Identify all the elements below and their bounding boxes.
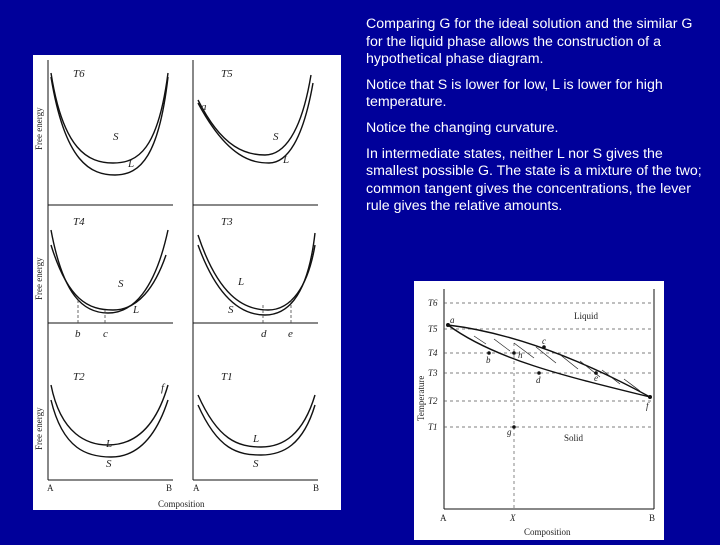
panel-temp-t4: T4 [73,216,85,228]
panel-t5-label-s: S [273,131,279,143]
temp-t2: T2 [428,396,438,406]
x-end-b-right: B [313,483,320,493]
panel-t6-label-s: S [113,131,119,143]
x-end-b-left: B [166,483,173,493]
panel-t4-label-s: S [118,278,124,290]
panel-t4-mark-c: c [103,328,108,340]
temp-t3: T3 [428,368,438,378]
panel-t4-mark-b: b [75,328,81,340]
point-b: b [486,355,491,365]
temp-t1: T1 [428,422,438,432]
phase-diagram-svg [414,281,664,540]
paragraph-2: Notice that S is lower for low, L is lower for high temperature. [366,76,663,111]
panel-t3-label-l: L [238,276,245,288]
free-energy-svg [33,55,341,510]
panel-t5-label-l: L [283,154,290,166]
panel-t1-label-s: S [253,458,259,470]
point-c: c [542,336,546,346]
x-end-a-left: A [47,483,54,493]
region-liquid: Liquid [574,311,598,321]
panel-t4-label-l: L [133,304,140,316]
free-energy-figure [33,55,341,510]
temp-t4: T4 [428,348,438,358]
panel-t2-label-s: S [106,458,112,470]
phase-diagram-figure [414,281,664,540]
point-e: e [594,373,598,383]
temp-t5: T5 [428,324,438,334]
paragraph-1: Comparing G for the ideal solution and the similar G for the liquid phase allows the construction of a hypothetical phase diagram. [366,16,693,68]
point-f: f [646,401,649,411]
x-label: Composition [158,499,205,509]
panel-t3-mark-d: d [261,328,267,340]
panel-t2-label-l: L [106,438,113,450]
y-label-mid: Free energy [34,257,44,300]
panel-temp-t3: T3 [221,216,233,228]
temperature-axis-label: Temperature [416,375,426,421]
x-end-a-right: A [193,483,200,493]
panel-temp-t5: T5 [221,68,233,80]
panel-t2-label-f: f [161,382,165,394]
paragraph-3: Notice the changing curvature. [366,119,559,136]
x-end-b: B [649,513,656,523]
x-end-a: A [440,513,447,523]
temp-t6: T6 [428,298,438,308]
y-label-top: Free energy [34,107,44,150]
x-mark: X [510,513,516,523]
y-label-bottom: Free energy [34,407,44,450]
panel-t3-label-s: S [228,304,234,316]
point-d: d [536,375,541,385]
panel-t5-label-a: a [201,101,207,113]
point-a: a [450,315,455,325]
composition-axis-label: Composition [524,527,571,537]
point-h: h [518,350,523,360]
text-block [366,16,706,224]
panel-temp-t2: T2 [73,371,85,383]
panel-temp-t6: T6 [73,68,85,80]
panel-t3-mark-e: e [288,328,293,340]
panel-t6-label-l: L [128,158,135,170]
region-solid: Solid [564,433,584,443]
point-g: g [507,427,512,437]
paragraph-4: In intermediate states, neither L nor S gives the smallest possible G. The state is a mixture of the two; common tangent gives the concentrations, the lever rule gives the relative amounts. [366,145,702,215]
panel-t1-label-l: L [253,433,260,445]
panel-temp-t1: T1 [221,371,233,383]
